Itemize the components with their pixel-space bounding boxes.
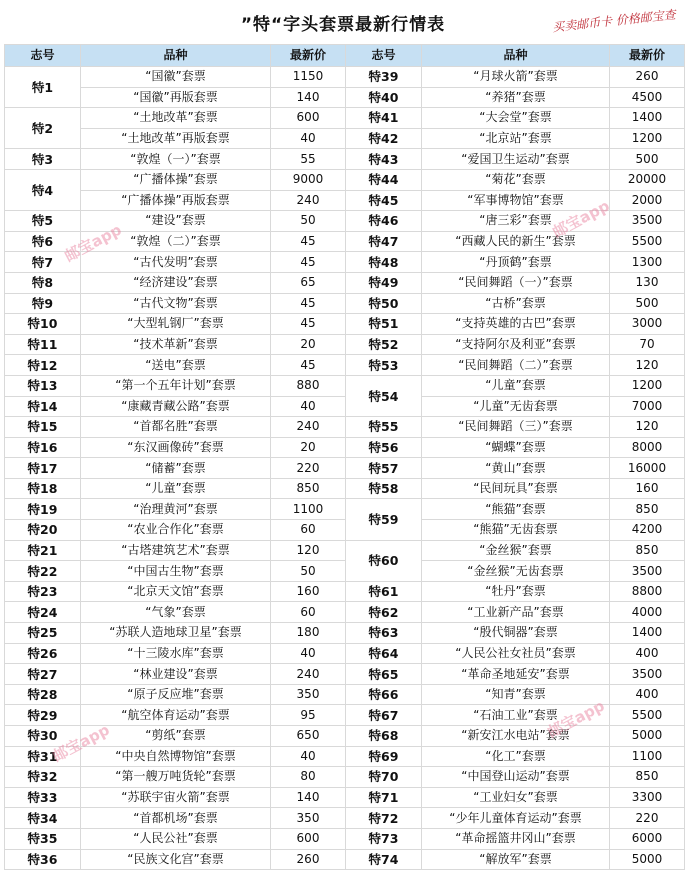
stamp-code: 特10 — [5, 314, 81, 335]
stamp-price: 45 — [271, 355, 346, 376]
stamp-price: 80 — [271, 767, 346, 788]
stamp-price: 50 — [271, 211, 346, 232]
stamp-price: 400 — [610, 643, 685, 664]
table-row — [5, 581, 685, 602]
stamp-name: “国徽”套票 — [81, 67, 271, 88]
stamp-name: “殷代铜器”套票 — [422, 623, 610, 644]
page-title: ”特“字头套票最新行情表 — [240, 15, 446, 35]
stamp-code: 特65 — [346, 664, 422, 685]
header-name-left: 品种 — [81, 45, 271, 67]
stamp-name: “北京天文馆”套票 — [81, 581, 271, 602]
stamp-price: 400 — [610, 684, 685, 705]
stamp-price: 600 — [271, 828, 346, 849]
stamp-name: “首都机场”套票 — [81, 808, 271, 829]
stamp-code: 特42 — [346, 128, 422, 149]
stamp-code: 特6 — [5, 231, 81, 252]
stamp-code: 特71 — [346, 787, 422, 808]
stamp-name: “民间舞蹈（三）”套票 — [422, 417, 610, 438]
stamp-price: 20 — [271, 334, 346, 355]
stamp-name: “航空体育运动”套票 — [81, 705, 271, 726]
stamp-name: “少年儿童体育运动”套票 — [422, 808, 610, 829]
table-row — [5, 67, 685, 88]
stamp-code: 特5 — [5, 211, 81, 232]
stamp-price: 3500 — [610, 211, 685, 232]
stamp-code: 特31 — [5, 746, 81, 767]
stamp-name: “人民公社”套票 — [81, 828, 271, 849]
stamp-name: “养猪”套票 — [422, 87, 610, 108]
stamp-code: 特26 — [5, 643, 81, 664]
stamp-code: 特68 — [346, 726, 422, 747]
stamp-price: 5500 — [610, 705, 685, 726]
table-row — [5, 169, 685, 190]
stamp-price: 70 — [610, 334, 685, 355]
stamp-price: 5000 — [610, 726, 685, 747]
stamp-price: 220 — [610, 808, 685, 829]
stamp-name: “技术革新”套票 — [81, 334, 271, 355]
stamp-code: 特70 — [346, 767, 422, 788]
watermark: 邮宝app — [49, 720, 113, 766]
stamp-code: 特40 — [346, 87, 422, 108]
stamp-name: “原子反应堆”套票 — [81, 684, 271, 705]
stamp-code: 特32 — [5, 767, 81, 788]
stamp-code: 特45 — [346, 190, 422, 211]
stamp-code: 特7 — [5, 252, 81, 273]
stamp-name: “土地改革”再版套票 — [81, 128, 271, 149]
header-code-left: 志号 — [5, 45, 81, 67]
stamp-code: 特60 — [346, 540, 422, 581]
stamp-name: “第一个五年计划”套票 — [81, 375, 271, 396]
stamp-code: 特15 — [5, 417, 81, 438]
stamp-price: 40 — [271, 128, 346, 149]
stamp-price: 2000 — [610, 190, 685, 211]
stamp-name: “大型轧钢厂”套票 — [81, 314, 271, 335]
stamp-name: “革命圣地延安”套票 — [422, 664, 610, 685]
stamp-name: “中国古生物”套票 — [81, 561, 271, 582]
stamp-name: “送电”套票 — [81, 355, 271, 376]
table-row — [5, 417, 685, 438]
stamp-code: 特43 — [346, 149, 422, 170]
stamp-name: “儿童”套票 — [81, 478, 271, 499]
stamp-price: 40 — [271, 643, 346, 664]
stamp-code: 特54 — [346, 375, 422, 416]
stamp-code: 特49 — [346, 272, 422, 293]
stamp-price: 40 — [271, 746, 346, 767]
stamp-price: 260 — [610, 67, 685, 88]
header-price-right: 最新价 — [610, 45, 685, 67]
stamp-code: 特57 — [346, 458, 422, 479]
stamp-code: 特36 — [5, 849, 81, 870]
stamp-name: “儿童”无齿套票 — [422, 396, 610, 417]
stamp-name: “苏联人造地球卫星”套票 — [81, 623, 271, 644]
stamp-name: “敦煌（二）”套票 — [81, 231, 271, 252]
stamp-name: “月球火箭”套票 — [422, 67, 610, 88]
stamp-price: 65 — [271, 272, 346, 293]
table-row — [5, 108, 685, 129]
stamp-name: “解放军”套票 — [422, 849, 610, 870]
stamp-price: 60 — [271, 602, 346, 623]
table-row — [5, 211, 685, 232]
table-row — [5, 128, 685, 149]
stamp-code: 特24 — [5, 602, 81, 623]
header-code-right: 志号 — [346, 45, 422, 67]
stamp-price: 45 — [271, 231, 346, 252]
table-row — [5, 849, 685, 870]
stamp-code: 特9 — [5, 293, 81, 314]
table-row — [5, 808, 685, 829]
stamp-price: 55 — [271, 149, 346, 170]
stamp-price: 880 — [271, 375, 346, 396]
stamp-code: 特17 — [5, 458, 81, 479]
stamp-name: “革命摇篮井冈山”套票 — [422, 828, 610, 849]
table-row — [5, 334, 685, 355]
table-row — [5, 643, 685, 664]
stamp-name: “石油工业”套票 — [422, 705, 610, 726]
stamp-price: 500 — [610, 293, 685, 314]
stamp-name: “土地改革”套票 — [81, 108, 271, 129]
watermark: 邮宝app — [544, 696, 608, 742]
stamp-price: 60 — [271, 520, 346, 541]
stamp-code: 特52 — [346, 334, 422, 355]
stamp-price: 140 — [271, 787, 346, 808]
stamp-name: “治理黄河”套票 — [81, 499, 271, 520]
stamp-name: “东汉画像砖”套票 — [81, 437, 271, 458]
stamp-price: 160 — [271, 581, 346, 602]
stamp-code: 特28 — [5, 684, 81, 705]
stamp-name: “蝴蝶”套票 — [422, 437, 610, 458]
stamp-name: “中国登山运动”套票 — [422, 767, 610, 788]
stamp-name: “民族文化宫”套票 — [81, 849, 271, 870]
table-row — [5, 437, 685, 458]
stamp-name: “康藏青藏公路”套票 — [81, 396, 271, 417]
stamp-name: “苏联宇宙火箭”套票 — [81, 787, 271, 808]
table-row — [5, 726, 685, 747]
stamp-name: “金丝猴”套票 — [422, 540, 610, 561]
stamp-name: “剪纸”套票 — [81, 726, 271, 747]
stamp-name: “国徽”再版套票 — [81, 87, 271, 108]
stamp-code: 特63 — [346, 623, 422, 644]
stamp-code: 特46 — [346, 211, 422, 232]
table-row — [5, 561, 685, 582]
stamp-code: 特25 — [5, 623, 81, 644]
table-row — [5, 375, 685, 396]
stamp-price: 240 — [271, 190, 346, 211]
stamp-code: 特29 — [5, 705, 81, 726]
stamp-code: 特64 — [346, 643, 422, 664]
stamp-code: 特8 — [5, 272, 81, 293]
stamp-code: 特51 — [346, 314, 422, 335]
stamp-code: 特11 — [5, 334, 81, 355]
stamp-code: 特59 — [346, 499, 422, 540]
stamp-code: 特72 — [346, 808, 422, 829]
promo-stamp: 买卖邮币卡 价格邮宝查 — [551, 7, 677, 35]
stamp-name: “支持英雄的古巴”套票 — [422, 314, 610, 335]
stamp-price: 850 — [610, 540, 685, 561]
stamp-code: 特4 — [5, 169, 81, 210]
stamp-code: 特53 — [346, 355, 422, 376]
stamp-code: 特35 — [5, 828, 81, 849]
stamp-code: 特20 — [5, 520, 81, 541]
stamp-price: 1100 — [271, 499, 346, 520]
stamp-name: “首都名胜”套票 — [81, 417, 271, 438]
title-bar — [0, 0, 686, 44]
stamp-price: 16000 — [610, 458, 685, 479]
table-row — [5, 499, 685, 520]
stamp-price: 5500 — [610, 231, 685, 252]
stamp-price: 850 — [610, 767, 685, 788]
stamp-code: 特62 — [346, 602, 422, 623]
stamp-price: 3000 — [610, 314, 685, 335]
stamp-name: “敦煌（一）”套票 — [81, 149, 271, 170]
stamp-code: 特66 — [346, 684, 422, 705]
stamp-code: 特73 — [346, 828, 422, 849]
table-row — [5, 87, 685, 108]
stamp-code: 特21 — [5, 540, 81, 561]
table-row — [5, 478, 685, 499]
watermark: 邮宝app — [549, 196, 613, 242]
stamp-code: 特56 — [346, 437, 422, 458]
stamp-price: 6000 — [610, 828, 685, 849]
table-row — [5, 520, 685, 541]
stamp-name: “民间玩具”套票 — [422, 478, 610, 499]
stamp-price: 240 — [271, 417, 346, 438]
stamp-name: “人民公社女社员”套票 — [422, 643, 610, 664]
stamp-price: 120 — [610, 355, 685, 376]
stamp-name: “工业新产品”套票 — [422, 602, 610, 623]
stamp-price: 3500 — [610, 561, 685, 582]
stamp-name: “爱国卫生运动”套票 — [422, 149, 610, 170]
stamp-price: 600 — [271, 108, 346, 129]
stamp-name: “熊猫”套票 — [422, 499, 610, 520]
stamp-name: “丹顶鹤”套票 — [422, 252, 610, 273]
stamp-price: 4000 — [610, 602, 685, 623]
stamp-name: “气象”套票 — [81, 602, 271, 623]
stamp-code: 特61 — [346, 581, 422, 602]
stamp-price: 240 — [271, 664, 346, 685]
stamp-name: “广播体操”套票 — [81, 169, 271, 190]
stamp-code: 特30 — [5, 726, 81, 747]
stamp-name: “儿童”套票 — [422, 375, 610, 396]
table-row — [5, 293, 685, 314]
stamp-price: 95 — [271, 705, 346, 726]
stamp-name: “第一艘万吨货轮”套票 — [81, 767, 271, 788]
stamp-price: 1150 — [271, 67, 346, 88]
stamp-code: 特14 — [5, 396, 81, 417]
stamp-price: 1100 — [610, 746, 685, 767]
stamp-code: 特1 — [5, 67, 81, 108]
stamp-name: “民间舞蹈（二）”套票 — [422, 355, 610, 376]
stamp-code: 特12 — [5, 355, 81, 376]
stamp-name: “古塔建筑艺术”套票 — [81, 540, 271, 561]
stamp-name: “菊花”套票 — [422, 169, 610, 190]
stamp-name: “民间舞蹈（一）”套票 — [422, 272, 610, 293]
stamp-name: “熊猫”无齿套票 — [422, 520, 610, 541]
stamp-name: “经济建设”套票 — [81, 272, 271, 293]
stamp-price: 4200 — [610, 520, 685, 541]
stamp-name: “军事博物馆”套票 — [422, 190, 610, 211]
stamp-name: “广播体操”再版套票 — [81, 190, 271, 211]
table-row — [5, 540, 685, 561]
stamp-code: 特19 — [5, 499, 81, 520]
stamp-name: “建设”套票 — [81, 211, 271, 232]
stamp-price: 1200 — [610, 375, 685, 396]
stamp-price: 500 — [610, 149, 685, 170]
stamp-name: “唐三彩”套票 — [422, 211, 610, 232]
table-row — [5, 252, 685, 273]
stamp-name: “黄山”套票 — [422, 458, 610, 479]
stamp-name: “农业合作化”套票 — [81, 520, 271, 541]
watermark: 邮宝app — [61, 220, 125, 266]
stamp-price: 350 — [271, 808, 346, 829]
stamp-code: 特16 — [5, 437, 81, 458]
stamp-price: 120 — [271, 540, 346, 561]
stamp-price: 850 — [610, 499, 685, 520]
stamp-price: 1200 — [610, 128, 685, 149]
table-row — [5, 787, 685, 808]
stamp-name: “知青”套票 — [422, 684, 610, 705]
stamp-price: 130 — [610, 272, 685, 293]
table-row — [5, 458, 685, 479]
stamp-price: 45 — [271, 252, 346, 273]
stamp-code: 特41 — [346, 108, 422, 129]
stamp-code: 特33 — [5, 787, 81, 808]
stamp-name: “古代文物”套票 — [81, 293, 271, 314]
stamp-code: 特67 — [346, 705, 422, 726]
stamp-code: 特50 — [346, 293, 422, 314]
stamp-code: 特34 — [5, 808, 81, 829]
stamp-price: 220 — [271, 458, 346, 479]
stamp-price: 8000 — [610, 437, 685, 458]
stamp-price: 260 — [271, 849, 346, 870]
stamp-price: 1400 — [610, 108, 685, 129]
stamp-code: 特18 — [5, 478, 81, 499]
table-row — [5, 623, 685, 644]
stamp-name: “化工”套票 — [422, 746, 610, 767]
stamp-price: 1300 — [610, 252, 685, 273]
header-name-right: 品种 — [422, 45, 610, 67]
table-row — [5, 767, 685, 788]
stamp-price: 40 — [271, 396, 346, 417]
table-row — [5, 355, 685, 376]
stamp-price: 8800 — [610, 581, 685, 602]
stamp-code: 特39 — [346, 67, 422, 88]
stamp-price: 45 — [271, 293, 346, 314]
stamp-price: 160 — [610, 478, 685, 499]
header-price-left: 最新价 — [271, 45, 346, 67]
stamp-name: “新安江水电站”套票 — [422, 726, 610, 747]
stamp-code: 特13 — [5, 375, 81, 396]
table-row — [5, 149, 685, 170]
table-row — [5, 314, 685, 335]
stamp-price: 45 — [271, 314, 346, 335]
table-row — [5, 396, 685, 417]
stamp-price: 120 — [610, 417, 685, 438]
stamp-code: 特23 — [5, 581, 81, 602]
stamp-name: “古代发明”套票 — [81, 252, 271, 273]
stamp-price: 850 — [271, 478, 346, 499]
stamp-code: 特48 — [346, 252, 422, 273]
header-row — [5, 45, 685, 67]
table-row — [5, 684, 685, 705]
stamp-price: 3300 — [610, 787, 685, 808]
stamp-code: 特3 — [5, 149, 81, 170]
stamp-price: 180 — [271, 623, 346, 644]
stamp-price: 20000 — [610, 169, 685, 190]
stamp-name: “古桥”套票 — [422, 293, 610, 314]
stamp-price: 650 — [271, 726, 346, 747]
stamp-name: “中央自然博物馆”套票 — [81, 746, 271, 767]
stamp-name: “十三陵水库”套票 — [81, 643, 271, 664]
table-row — [5, 602, 685, 623]
stamp-code: 特47 — [346, 231, 422, 252]
table-row — [5, 231, 685, 252]
stamp-price: 9000 — [271, 169, 346, 190]
stamp-price: 50 — [271, 561, 346, 582]
stamp-code: 特55 — [346, 417, 422, 438]
stamp-price: 4500 — [610, 87, 685, 108]
stamp-code: 特74 — [346, 849, 422, 870]
stamp-price: 5000 — [610, 849, 685, 870]
table-row — [5, 705, 685, 726]
stamp-code: 特22 — [5, 561, 81, 582]
stamp-name: “工业妇女”套票 — [422, 787, 610, 808]
stamp-price: 20 — [271, 437, 346, 458]
stamp-code: 特27 — [5, 664, 81, 685]
table-row — [5, 828, 685, 849]
stamp-price: 7000 — [610, 396, 685, 417]
stamp-code: 特69 — [346, 746, 422, 767]
table-row — [5, 190, 685, 211]
stamp-code: 特58 — [346, 478, 422, 499]
stamp-price: 1400 — [610, 623, 685, 644]
table-row — [5, 746, 685, 767]
stamp-name: “支持阿尔及利亚”套票 — [422, 334, 610, 355]
stamp-name: “北京站”套票 — [422, 128, 610, 149]
price-table — [4, 44, 685, 870]
stamp-price: 350 — [271, 684, 346, 705]
stamp-name: “牡丹”套票 — [422, 581, 610, 602]
stamp-code: 特44 — [346, 169, 422, 190]
stamp-name: “金丝猴”无齿套票 — [422, 561, 610, 582]
stamp-price: 3500 — [610, 664, 685, 685]
stamp-name: “大会堂”套票 — [422, 108, 610, 129]
stamp-code: 特2 — [5, 108, 81, 149]
table-row — [5, 664, 685, 685]
stamp-name: “林业建设”套票 — [81, 664, 271, 685]
table-row — [5, 272, 685, 293]
stamp-name: “储蓄”套票 — [81, 458, 271, 479]
stamp-price: 140 — [271, 87, 346, 108]
stamp-name: “西藏人民的新生”套票 — [422, 231, 610, 252]
